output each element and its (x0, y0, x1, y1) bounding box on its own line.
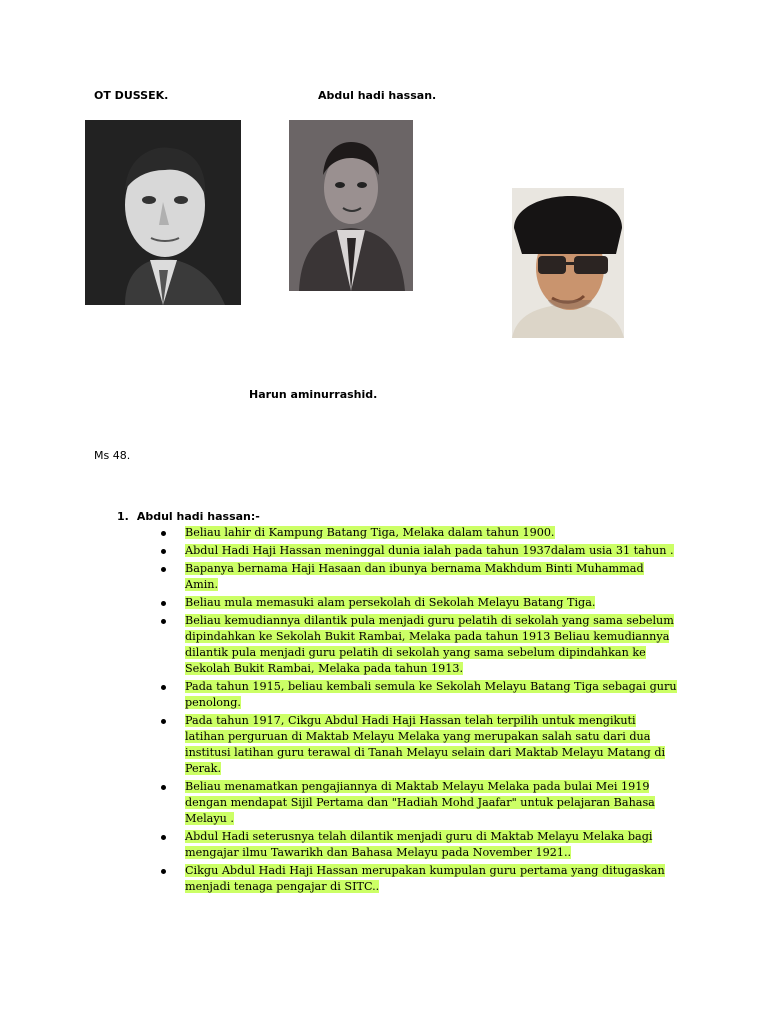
bullet-dot-icon (161, 567, 166, 572)
bullet-text: Cikgu Abdul Hadi Haji Hassan merupakan kumpulan guru pertama yang ditugaskan menjadi tenaga pengajar di SITC.. (185, 864, 665, 893)
bullet-dot-icon (161, 619, 166, 624)
bullet-text: Beliau kemudiannya dilantik pula menjadi guru pelatih di sekolah yang sama sebelum dipindahkan ke Sekolah Bukit Rambai, Melaka pada tahun 1913 Beliau kemudiannya dilantik pula menjadi guru pelatih di sekolah yang sama sebelum dipindahkan ke Sekolah Bukit Rambai, Melaka pada tahun 1913. (185, 614, 674, 675)
bullet-dot-icon (161, 601, 166, 606)
section-title: Abdul hadi hassan:- (136, 510, 260, 523)
bullet-dot-icon (161, 869, 166, 874)
bullet-dot-icon (161, 685, 166, 690)
list-item (117, 561, 677, 593)
section-number: 1. (117, 510, 129, 523)
bullet-dot-icon (161, 785, 166, 790)
portrait-photo-harun-aminurrashid (512, 188, 624, 338)
list-item (117, 613, 677, 677)
list-item (117, 679, 677, 711)
portrait-photo-abdul-hadi-hassan (289, 120, 413, 291)
bullet-text: Abdul Hadi Haji Hassan meninggal dunia ialah pada tahun 1937dalam usia 31 tahun . (185, 544, 674, 557)
caption-harun-aminurrashid: Harun aminurrashid. (249, 388, 378, 401)
bullet-dot-icon (161, 549, 166, 554)
list-item (117, 863, 677, 895)
bullet-list (117, 525, 677, 895)
bullet-dot-icon (161, 531, 166, 536)
list-item (117, 713, 677, 777)
list-item (117, 779, 677, 827)
bullet-dot-icon (161, 835, 166, 840)
list-item (117, 543, 677, 559)
bullet-text: Beliau lahir di Kampung Batang Tiga, Melaka dalam tahun 1900. (185, 526, 555, 539)
section-heading (117, 510, 677, 523)
bullet-dot-icon (161, 719, 166, 724)
portrait-photo-ot-dussek (85, 120, 241, 305)
bullet-text: Pada tahun 1915, beliau kembali semula ke Sekolah Melayu Batang Tiga sebagai guru penolong. (185, 680, 677, 709)
bullet-text: Pada tahun 1917, Cikgu Abdul Hadi Haji Hassan telah terpilih untuk mengikuti latihan perguruan di Maktab Melayu Melaka yang merupakan salah satu dari dua institusi latihan guru terawal di Tanah Melayu selain dari Maktab Melayu Matang di Perak. (185, 714, 666, 775)
list-item (117, 829, 677, 861)
list-item (117, 595, 677, 611)
caption-abdul-hadi-hassan: Abdul hadi hassan. (318, 89, 437, 102)
page-reference: Ms 48. (94, 449, 131, 462)
bullet-text: Beliau mula memasuki alam persekolah di Sekolah Melayu Batang Tiga. (185, 596, 596, 609)
caption-ot-dussek: OT DUSSEK. (94, 89, 169, 102)
list-item (117, 525, 677, 541)
abdul-hadi-section (117, 510, 677, 897)
bullet-text: Beliau menamatkan pengajiannya di Maktab Melayu Melaka pada bulai Mei 1919 dengan mendapat Sijil Pertama dan "Hadiah Mohd Jaafar" untuk pelajaran Bahasa Melayu . (185, 780, 655, 825)
bullet-text: Abdul Hadi seterusnya telah dilantik menjadi guru di Maktab Melayu Melaka bagi mengajar ilmu Tawarikh dan Bahasa Melayu pada November 1921.. (185, 830, 653, 859)
bullet-text: Bapanya bernama Haji Hasaan dan ibunya bernama Makhdum Binti Muhammad Amin. (185, 562, 644, 591)
